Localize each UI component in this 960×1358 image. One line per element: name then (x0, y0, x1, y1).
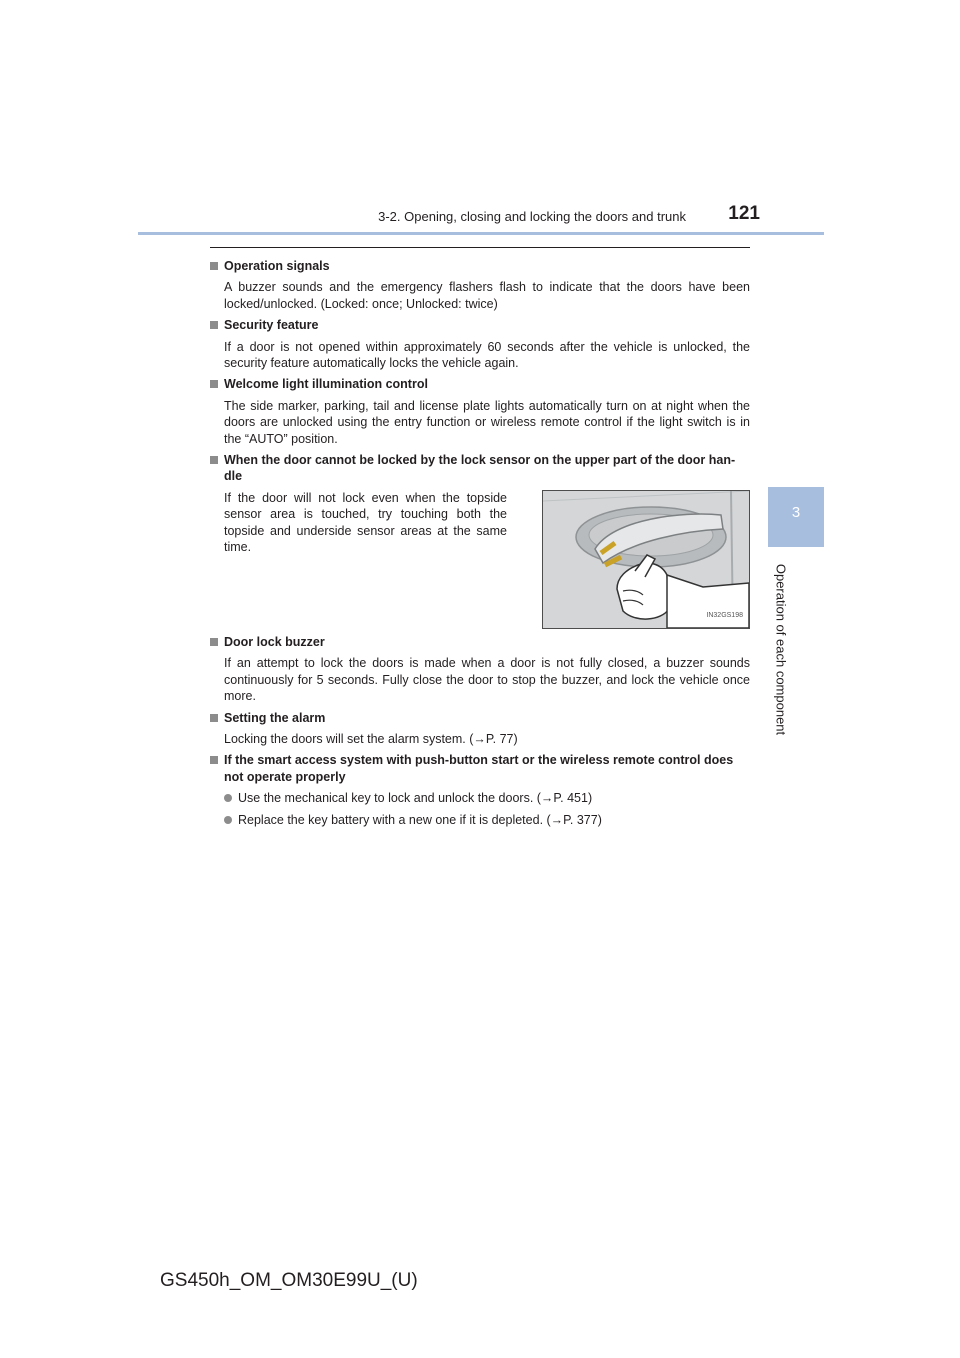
square-bullet-icon (210, 456, 218, 464)
chapter-number: 3 (791, 504, 801, 521)
section-security-feature (210, 317, 750, 371)
section-heading: Door lock buzzer (224, 634, 325, 649)
page-number: 121 (728, 203, 760, 224)
section-heading: Welcome light illumination control (224, 377, 428, 392)
section-smart-access (210, 752, 750, 828)
list-item (224, 790, 750, 806)
section-door-lock-buzzer (210, 634, 750, 705)
section-operation-signals (210, 258, 750, 312)
square-bullet-icon (210, 638, 218, 646)
section-text: The side marker, parking, tail and license plate lights automatically turn on at night when the doors are unlocked using the entry function or wireless remote control if the light switch is in the “AUTO” position. (224, 398, 750, 446)
square-bullet-icon (210, 262, 218, 270)
header-title: 3-2. Opening, closing and locking the doors and trunk (378, 209, 686, 224)
list-item-text: Use the mechanical key to lock and unlock the doors. (→P. 451) (238, 791, 593, 806)
section-text: Locking the doors will set the alarm system. (→P. 77) (224, 731, 518, 746)
square-bullet-icon (210, 380, 218, 388)
door-handle-illustration (542, 490, 750, 629)
section-text: If a door is not opened within approximately 60 seconds after the vehicle is unlocked, the security feature automatically locks the vehicle again. (224, 339, 750, 371)
section-text: If an attempt to lock the doors is made when a door is not fully closed, a buzzer sounds continuously for 5 seconds. Fully close the door to stop the buzzer, and lock the vehicle once more. (224, 656, 750, 704)
section-heading: Setting the alarm (224, 710, 326, 725)
list-item (224, 812, 750, 828)
section-text: A buzzer sounds and the emergency flashers flash to indicate that the doors have been locked/unlocked. (Locked: once; Unlocked: twice) (224, 280, 750, 311)
section-welcome-light (210, 376, 750, 447)
section-text: If the door will not lock even when the topside sensor area is touched, try touching both the topside and underside sensor areas at the same time. (224, 490, 507, 555)
figure-code: IN32GS198 (704, 608, 745, 624)
section-heading: When the door cannot be locked by the lock sensor on the upper part of the door han-dle (224, 453, 736, 484)
section-heading: Security feature (224, 318, 319, 333)
footer-doc-id: GS450h_OM_OM30E99U_(U) (160, 1270, 418, 1291)
section-lock-sensor (210, 452, 750, 629)
door-handle-hand-icon (543, 491, 749, 628)
chapter-label: Operation of each component (773, 563, 789, 736)
round-bullet-icon (224, 816, 232, 824)
page-content (210, 258, 750, 833)
section-heading: Operation signals (224, 259, 330, 273)
section-heading: If the smart access system with push-button start or the wireless remote control does not operate properly (224, 753, 734, 784)
round-bullet-icon (224, 794, 232, 802)
list-item-text: Replace the key battery with a new one if it is depleted. (→P. 377) (238, 812, 602, 827)
header-rule (138, 232, 824, 235)
square-bullet-icon (210, 756, 218, 764)
square-bullet-icon (210, 321, 218, 329)
square-bullet-icon (210, 714, 218, 722)
content-rule (210, 247, 750, 248)
section-setting-alarm (210, 710, 750, 748)
